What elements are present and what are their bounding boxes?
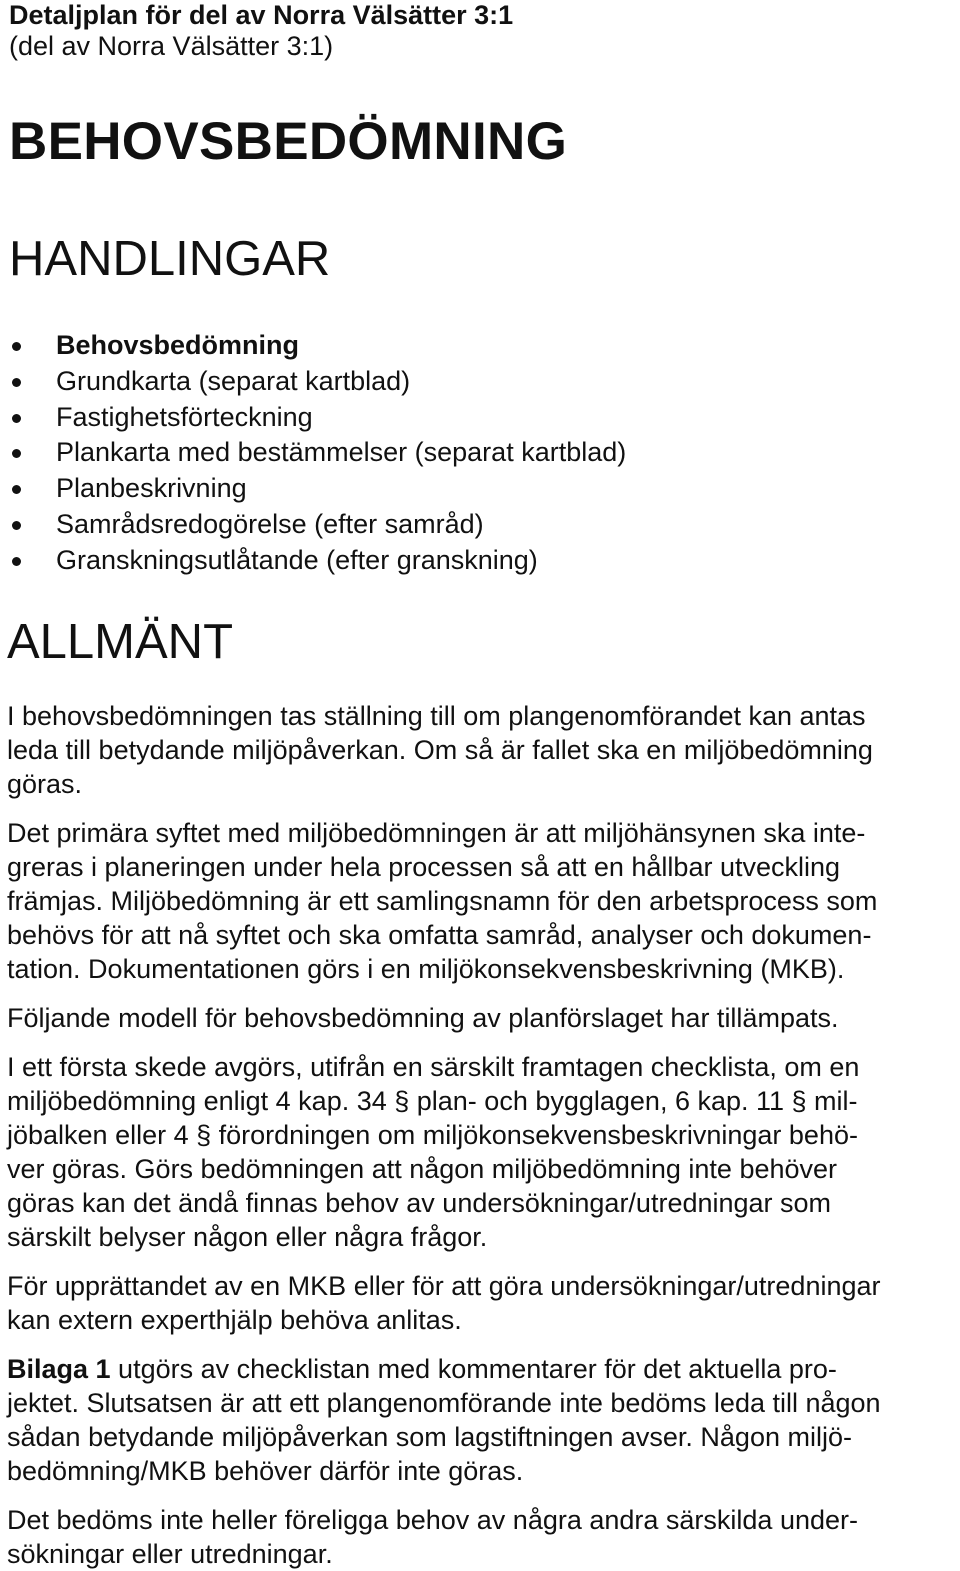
list-item — [7, 435, 952, 471]
list-item-label: Planbeskrivning — [56, 473, 247, 504]
text-line: särskilt belyser någon eller några frågor. — [7, 1221, 488, 1252]
bullet-icon — [12, 521, 21, 530]
bullet-icon — [12, 342, 21, 351]
handlingar-list — [7, 328, 952, 579]
list-item-label: Plankarta med bestämmelser (separat kartblad) — [56, 437, 627, 468]
paragraph-mkb — [7, 1269, 952, 1337]
text-line: jöbalken eller 4 § förordningen om miljökonsekvensbeskrivningar behö- — [7, 1119, 858, 1150]
text-line: jektet. Slutsatsen är att ett plangenomförande inte bedöms leda till någon — [7, 1387, 881, 1418]
document-subtitle: (del av Norra Välsätter 3:1) — [9, 31, 334, 61]
list-item — [7, 400, 952, 436]
bullet-icon — [12, 485, 21, 494]
document-header — [7, 0, 952, 62]
text-line: I behovsbedömningen tas ställning till om plangenomförandet kan antas — [7, 700, 866, 731]
text-line: Det primära syftet med miljöbedömningen är att miljöhänsynen ska inte- — [7, 817, 866, 848]
text-line: leda till betydande miljöpåverkan. Om så är fallet ska en miljöbedömning — [7, 734, 873, 765]
list-item — [7, 507, 952, 543]
bullet-icon — [12, 378, 21, 387]
list-item-label: Fastighetsförteckning — [56, 401, 313, 432]
text-line: göras kan det ändå finnas behov av undersökningar/utredningar som — [7, 1187, 832, 1218]
document-title: Detaljplan för del av Norra Välsätter 3:1 — [9, 0, 514, 30]
bilaga-reference: Bilaga 1 — [7, 1353, 111, 1384]
text-line: ver göras. Görs bedömningen att någon miljöbedömning inte behöver — [7, 1153, 838, 1184]
handlingar-heading: HANDLINGAR — [9, 232, 331, 286]
text-line: I ett första skede avgörs, utifrån en särskilt framtagen checklista, om en — [7, 1051, 860, 1082]
list-item-label: Granskningsutlåtande (efter granskning) — [56, 544, 538, 575]
allmant-heading: ALLMÄNT — [7, 614, 234, 669]
paragraph-modell — [7, 1001, 952, 1035]
paragraph-slutsats — [7, 1503, 952, 1571]
text-line: utgörs av checklistan med kommentarer för det aktuella pro- — [110, 1353, 837, 1384]
text-line: främjas. Miljöbedömning är ett samlingsnamn för den arbetsprocess som — [7, 885, 878, 916]
text-line: greras i planeringen under hela processen så att en hållbar utveckling — [7, 851, 841, 882]
text-line: göras. — [7, 768, 83, 799]
list-item-label: Samrådsredogörelse (efter samråd) — [56, 508, 484, 539]
paragraph-bilaga — [7, 1352, 952, 1488]
text-line: bedömning/MKB behöver därför inte göras. — [7, 1455, 524, 1486]
text-line: kan extern experthjälp behöva anlitas. — [7, 1304, 462, 1335]
main-heading: BEHOVSBEDÖMNING — [9, 112, 568, 171]
list-item — [7, 364, 952, 400]
list-item-label: Grundkarta (separat kartblad) — [56, 365, 411, 396]
bullet-icon — [12, 449, 21, 458]
text-line: tation. Dokumentationen görs i en miljökonsekvensbeskrivning (MKB). — [7, 953, 845, 984]
list-item — [7, 471, 952, 507]
text-line: behövs för att nå syftet och ska omfatta samråd, analyser och dokumen- — [7, 919, 872, 950]
list-item — [7, 328, 952, 364]
text-line: Det bedöms inte heller föreligga behov av några andra särskilda under- — [7, 1504, 859, 1535]
text-line: sökningar eller utredningar. — [7, 1538, 333, 1569]
paragraph-behovsbedomning — [7, 699, 952, 801]
bullet-icon — [12, 557, 21, 566]
list-item — [7, 543, 952, 579]
list-item-label: Behovsbedömning — [56, 330, 300, 360]
paragraph-syfte — [7, 816, 952, 986]
text-line: sådan betydande miljöpåverkan som lagstiftningen avser. Någon miljö- — [7, 1421, 852, 1452]
paragraph-forsta-skede — [7, 1050, 952, 1254]
text-line: miljöbedömning enligt 4 kap. 34 § plan- och bygglagen, 6 kap. 11 § mil- — [7, 1085, 858, 1116]
text-line: För upprättandet av en MKB eller för att göra undersökningar/utredningar — [7, 1270, 881, 1301]
text-line: Följande modell för behovsbedömning av planförslaget har tillämpats. — [7, 1002, 839, 1033]
bullet-icon — [12, 414, 21, 423]
